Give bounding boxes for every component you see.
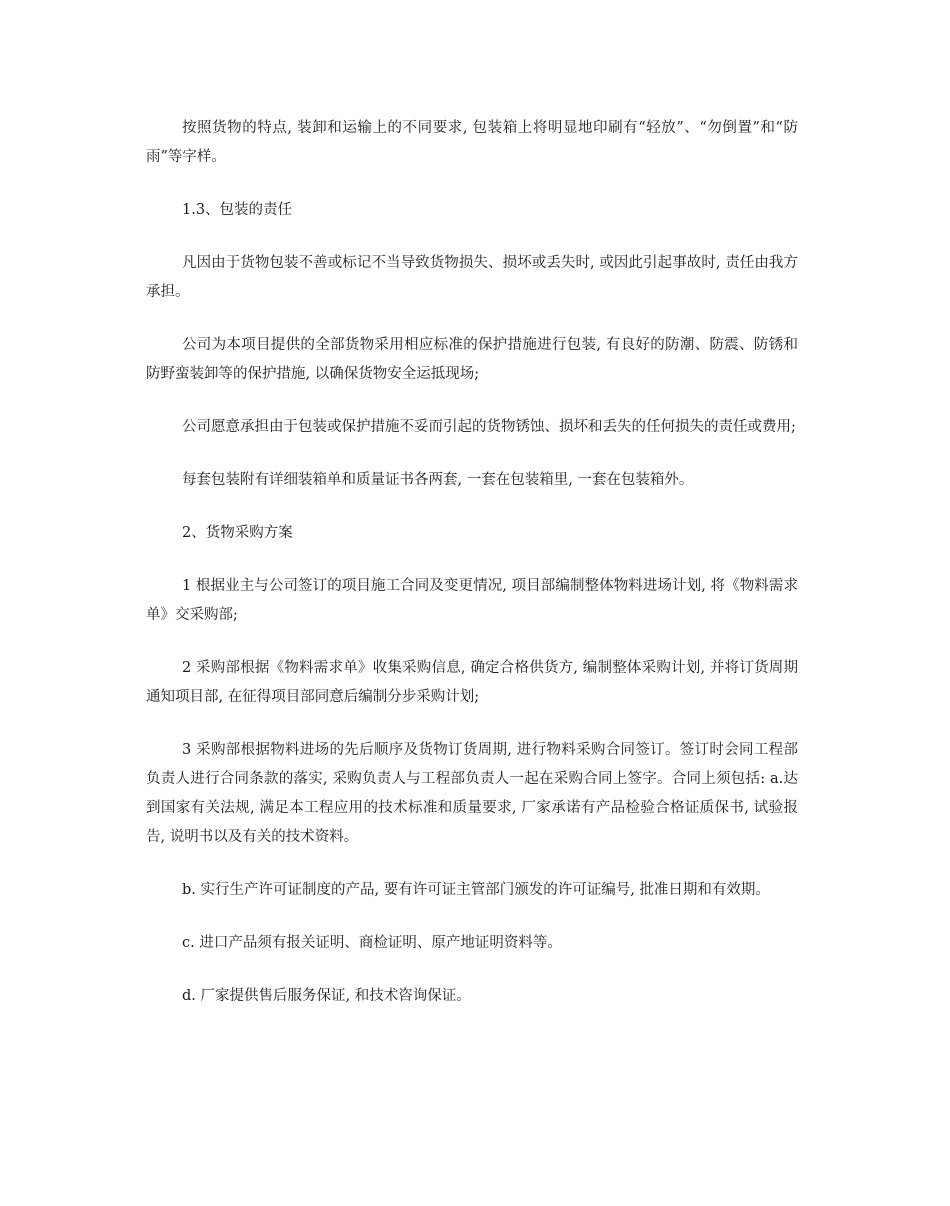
paragraph-item-d: d. 厂家提供售后服务保证, 和技术咨询保证。 xyxy=(182,988,471,1004)
section-heading-procurement-plan: 2、货物采购方案 xyxy=(182,525,293,541)
paragraph-procurement-step-1: 1 根据业主与公司签订的项目施工合同及变更情况, 项目部编制整体物料进场计划, 将《物料需求单》交采购部; xyxy=(146,578,798,623)
paragraph-packing-list: 每套包装附有详细装箱单和质量证书各两套, 一套在包装箱里, 一套在包装箱外。 xyxy=(182,472,694,488)
paragraph-procurement-step-3: 3 采购部根据物料进场的先后顺序及货物订货周期, 进行物料采购合同签订。签订时会同工程部负责人进行合同条款的落实, 采购负责人与工程部负责人一起在采购合同上签字。合同上须包括: a.达到国家有关法规, 满足本工程应用的技术标准和质量要求, 厂家承诺有产品检验合格证质保书, 试验报告, 说明书以及有关的技术资料。 xyxy=(146,742,798,845)
paragraph-procurement-step-2: 2 采购部根据《物料需求单》收集采购信息, 确定合格供货方, 编制整体采购计划, 并将订货周期通知项目部, 在征得项目部同意后编制分步采购计划; xyxy=(146,660,798,705)
paragraph-rust-loss-liability: 公司愿意承担由于包装或保护措施不妥而引起的货物锈蚀、损坏和丢失的任何损失的责任或费用; xyxy=(182,419,796,435)
paragraph-packaging-marks: 按照货物的特点, 装卸和运输上的不同要求, 包装箱上将明显地印刷有“轻放”、“勿倒置”和“防雨”等字样。 xyxy=(146,120,798,165)
paragraph-protection-measures: 公司为本项目提供的全部货物采用相应标准的保护措施进行包装, 有良好的防潮、防震、防锈和防野蛮装卸等的保护措施, 以确保货物安全运抵现场; xyxy=(146,337,798,382)
paragraph-item-b: b. 实行生产许可证制度的产品, 要有许可证主管部门颁发的许可证编号, 批准日期和有效期。 xyxy=(182,882,770,898)
section-heading-packaging-responsibility: 1.3、包装的责任 xyxy=(182,202,293,218)
document-body xyxy=(146,114,798,1035)
paragraph-damage-liability: 凡因由于货物包装不善或标记不当导致货物损失、损坏或丢失时, 或因此引起事故时, 责任由我方承担。 xyxy=(146,255,798,300)
paragraph-item-c: c. 进口产品须有报关证明、商检证明、原产地证明资料等。 xyxy=(182,935,562,951)
